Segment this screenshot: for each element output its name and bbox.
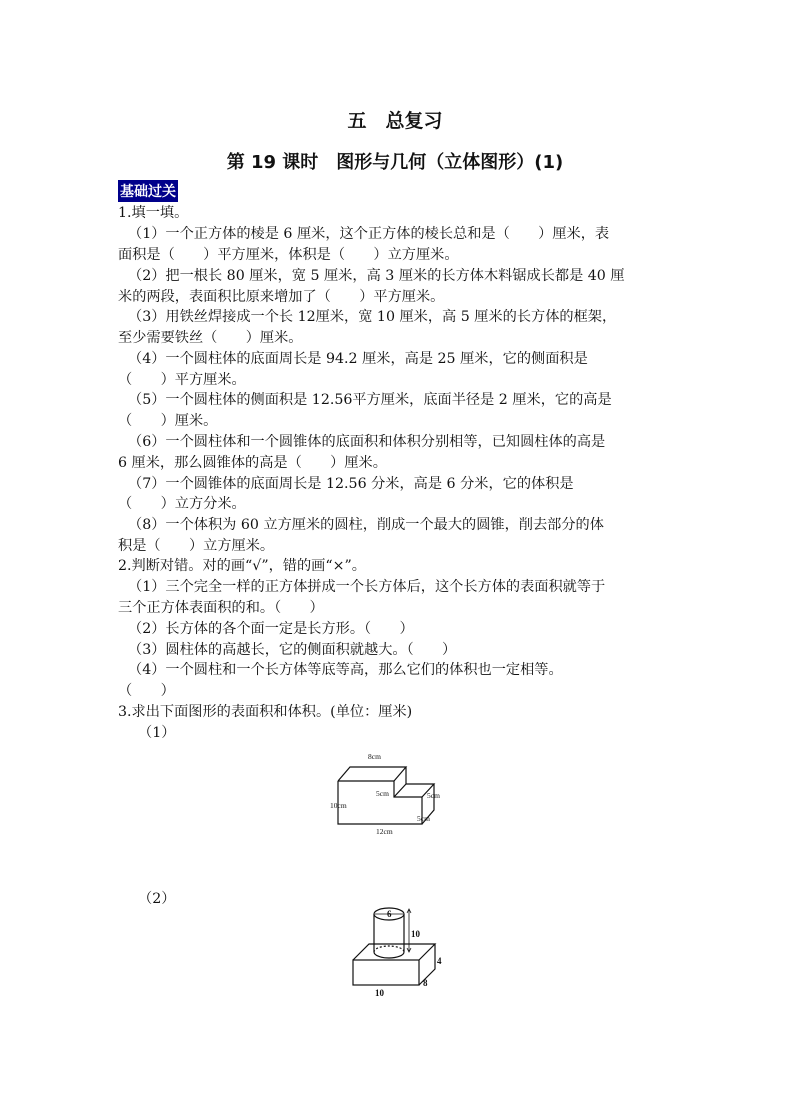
q1-line: 面积是（ ）平方厘米，体积是（ ）立方厘米。 (118, 247, 459, 263)
dim-right: 5cm (427, 791, 440, 800)
stepped-block-figure (330, 746, 458, 838)
q2-line: （3）圆柱体的高越长，它的侧面积就越大。（ ） (128, 642, 457, 658)
q2-line: （ ） (118, 683, 175, 699)
q3-part2-label: （2） (138, 891, 176, 907)
dim-depth: 5cm (417, 814, 430, 823)
q1-title: 1.填一填。 (118, 205, 189, 221)
q3-title: 3.求出下面图形的表面积和体积。(单位：厘米) (118, 704, 413, 720)
dim-bottom: 12cm (376, 827, 393, 836)
section-badge: 基础过关 (118, 180, 178, 202)
cylinder-on-box-figure (347, 904, 447, 1000)
q2-line: （2）长方体的各个面一定是长方形。（ ） (128, 621, 414, 637)
q1-line: （2）把一根长 80 厘米，宽 5 厘米，高 3 厘米的长方体木料锯成长都是 40 厘 (128, 268, 625, 284)
q1-line: （1）一个正方体的棱是 6 厘米，这个正方体的棱长总和是（ ）厘米，表 (128, 226, 610, 242)
q1-line: （8）一个体积为 60 立方厘米的圆柱，削成一个最大的圆锥，削去部分的体 (128, 517, 604, 533)
q2-line: （4）一个圆柱和一个长方体等底等高，那么它们的体积也一定相等。 (128, 662, 563, 678)
q1-line: 6 厘米，那么圆锥体的高是（ ）厘米。 (118, 455, 387, 471)
dim-cyl-height: 10 (411, 929, 420, 939)
dim-mid: 5cm (376, 789, 389, 798)
q2-line: （1）三个完全一样的正方体拼成一个长方体后，这个长方体的表面积就等于 (128, 579, 606, 595)
dim-box-height: 4 (437, 956, 442, 966)
lesson-title: 第 19 课时 图形与几何（立体图形）(1) (226, 152, 564, 173)
dim-left: 10cm (330, 801, 347, 810)
q1-line: （ ）厘米。 (118, 413, 218, 429)
q1-line: （7）一个圆锥体的底面周长是 12.56 分米，高是 6 分米，它的体积是 (128, 476, 574, 492)
dim-box-length: 10 (375, 988, 384, 998)
q1-line: （3）用铁丝焊接成一个长 12厘米，宽 10 厘米，高 5 厘米的长方体的框架， (128, 309, 617, 325)
dim-box-width: 8 (423, 978, 428, 988)
q1-line: 米的两段，表面积比原来增加了（ ）平方厘米。 (118, 289, 445, 305)
q3-part1-label: （1） (138, 725, 176, 741)
q1-line: （4）一个圆柱体的底面周长是 94.2 厘米，高是 25 厘米，它的侧面积是 (128, 351, 588, 367)
dim-diameter: 6 (387, 909, 392, 919)
chapter-title: 五 总复习 (347, 110, 443, 132)
dim-top: 8cm (368, 752, 381, 761)
q1-line: （5）一个圆柱体的侧面积是 12.56平方厘米，底面半径是 2 厘米，它的高是 (128, 392, 612, 408)
q1-line: 积是（ ）立方厘米。 (118, 538, 275, 554)
q2-line: 三个正方体表面积的和。（ ） (118, 600, 324, 616)
q1-line: 至少需要铁丝（ ）厘米。 (118, 330, 303, 346)
q1-line: （ ）平方厘米。 (118, 372, 246, 388)
q2-title: 2.判断对错。对的画“√”，错的画“×”。 (118, 558, 366, 574)
q1-line: （6）一个圆柱体和一个圆锥体的底面积和体积分别相等，已知圆柱体的高是 (128, 434, 606, 450)
q1-line: （ ）立方分米。 (118, 496, 246, 512)
